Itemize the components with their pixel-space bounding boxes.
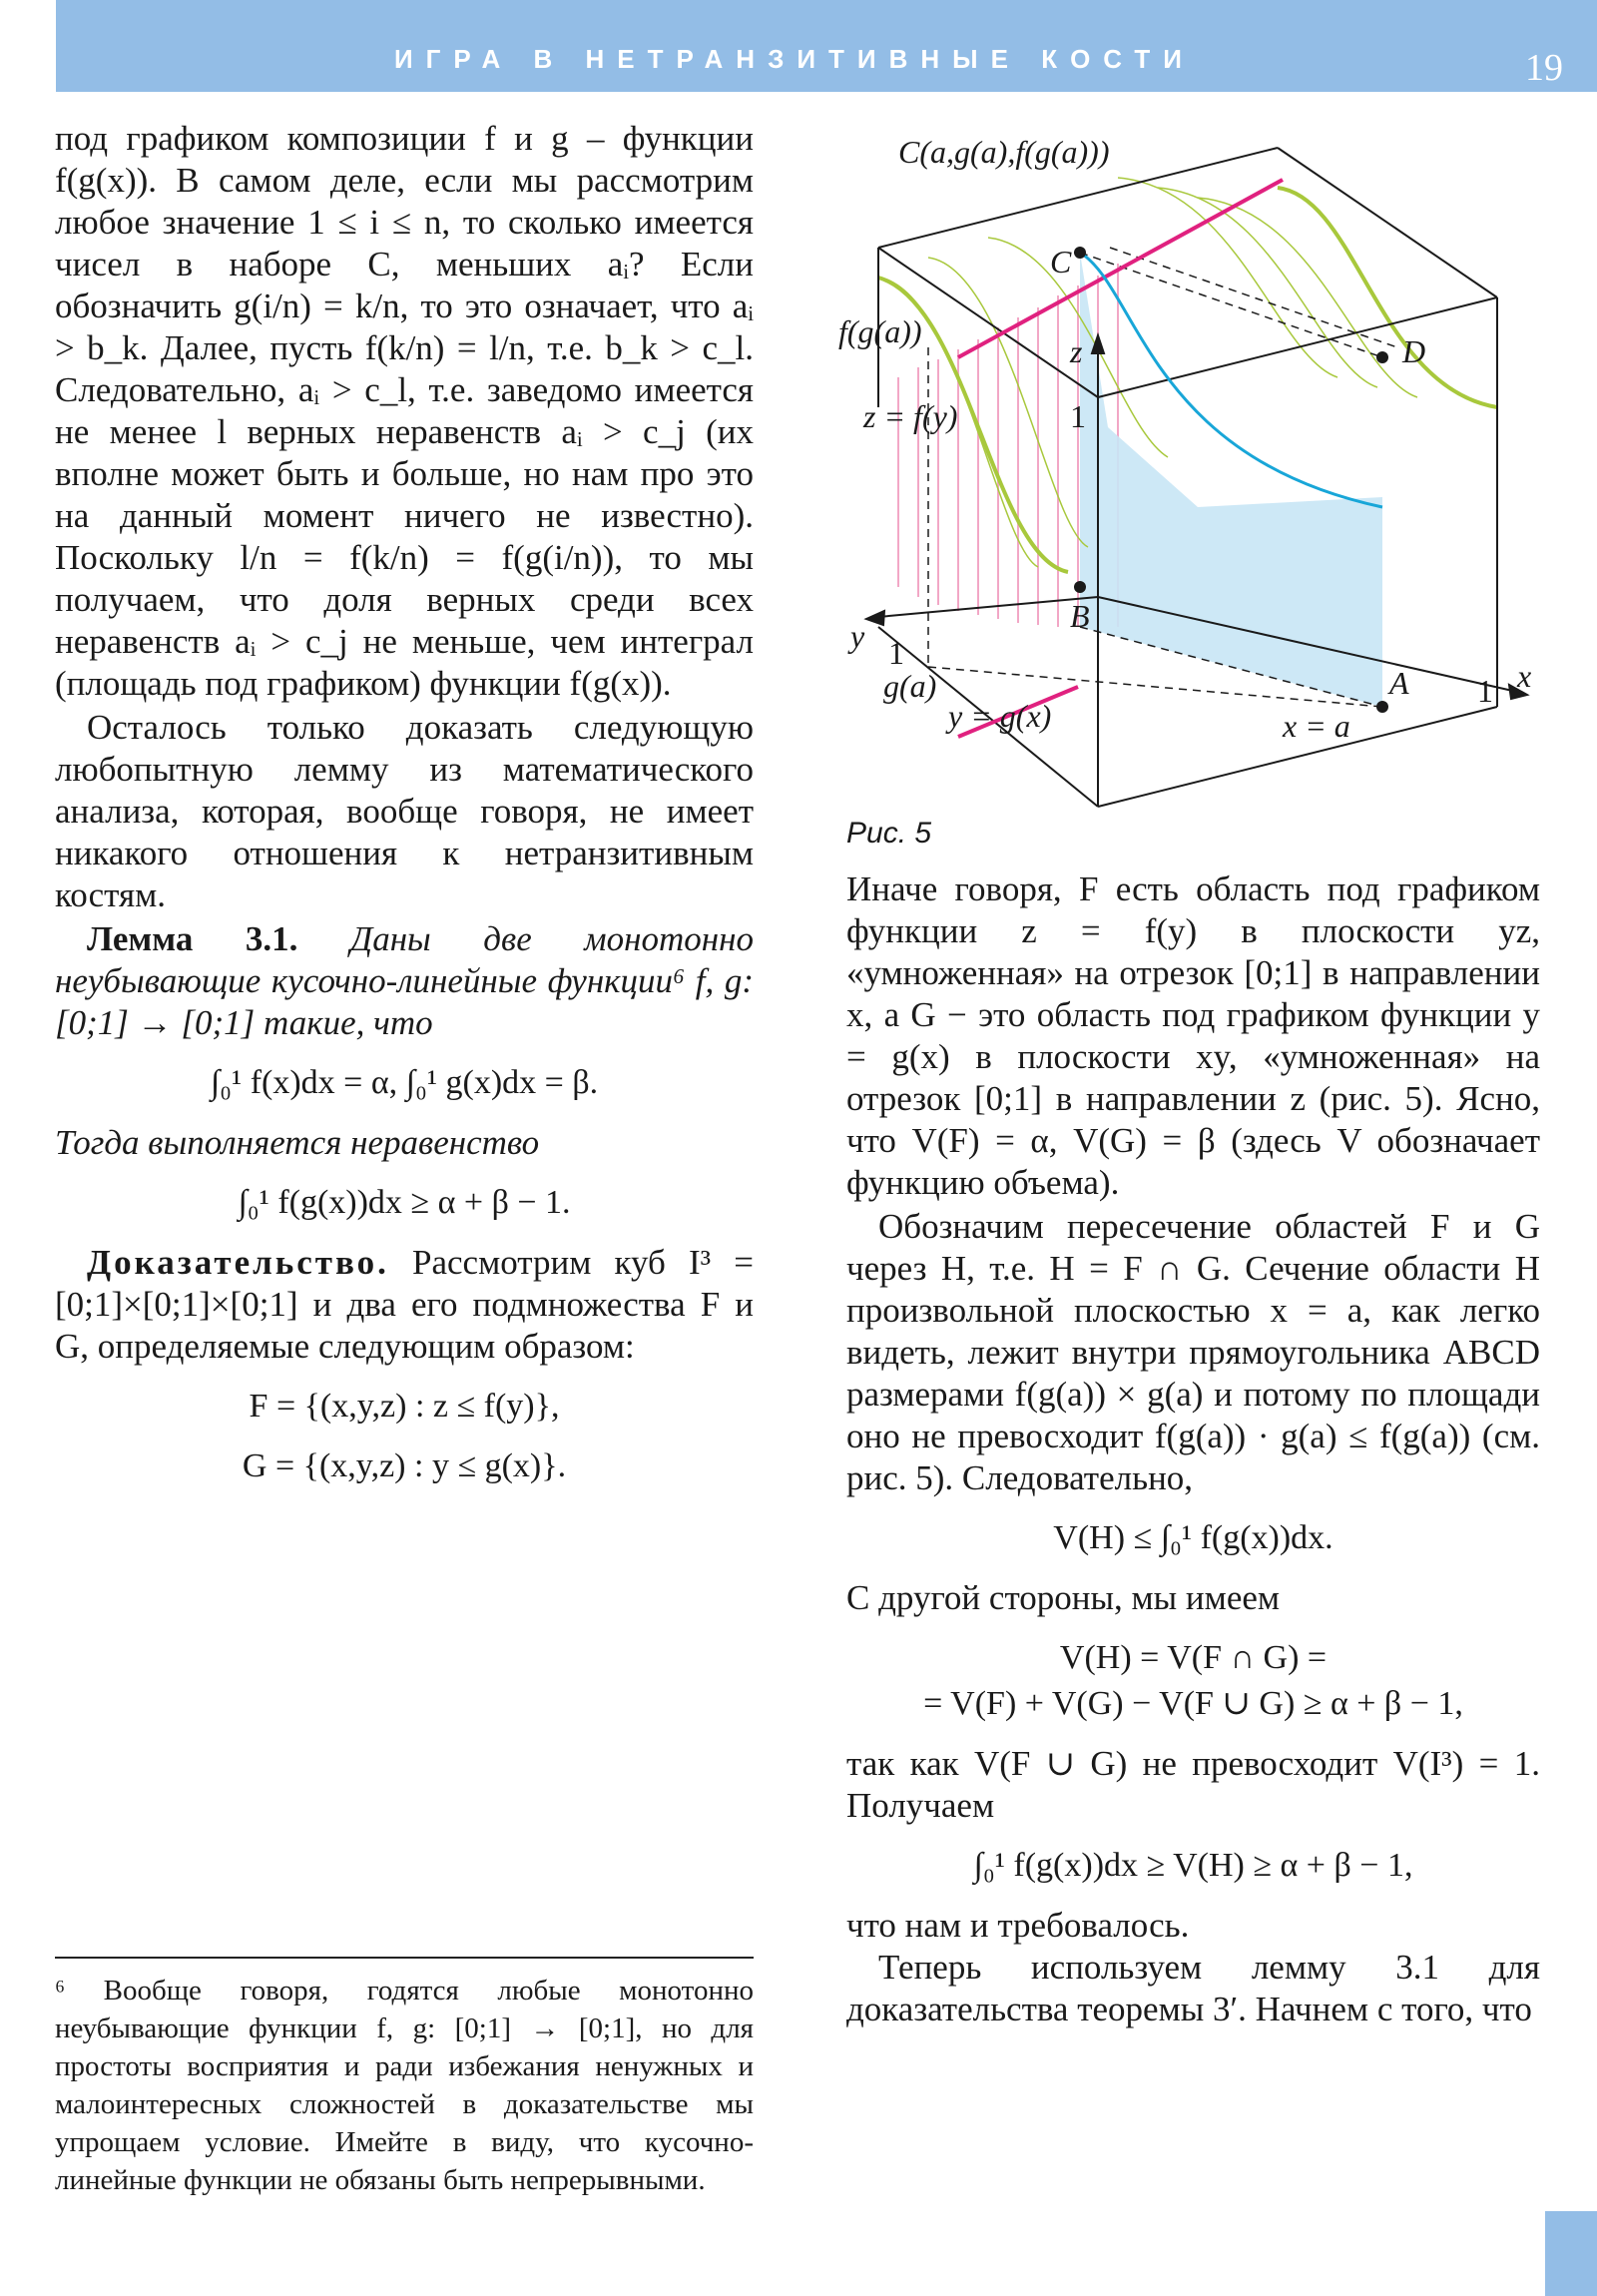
label-z-one: 1 — [1070, 398, 1086, 434]
proof-label: Доказательство. — [87, 1243, 389, 1282]
label-x-axis: x — [1517, 658, 1532, 694]
label-C-coords: C(a,g(a),f(g(a))) — [898, 134, 1110, 170]
set-F-definition: F = {(x,y,z) : z ≤ f(y)}, — [249, 1388, 560, 1425]
footnote-rule — [55, 1957, 754, 1959]
volume-equation-line-1: V(H) = V(F ∩ G) = — [1059, 1639, 1328, 1676]
figure-5-cube-diagram — [838, 128, 1537, 827]
final-inequality: ∫₀¹ f(g(x))dx ≥ V(H) ≥ α + β − 1, — [973, 1847, 1413, 1884]
label-point-A: A — [1389, 665, 1409, 701]
lemma-label: Лемма 3.1. — [87, 919, 298, 958]
proof — [55, 1242, 754, 1368]
lemma-formula: ∫₀¹ f(x)dx = α, ∫₀¹ g(x)dx = β. — [210, 1064, 599, 1101]
magenta-top-edge — [958, 180, 1283, 357]
label-point-B: B — [1070, 598, 1090, 634]
footnote: ⁶ Вообще говоря, годятся любые монотонно неубывающие функции f, g: [0;1] → [0;1], но для простоты восприятия и ради избежания ненужных и малоинтересных сложностей в доказательстве мы упрощаем условие. Имейте в виду, что кусочно-линейные функции не обязаны быть непрерывными. — [55, 1975, 754, 2196]
label-y-equals-g-x: y = g(x) — [948, 698, 1052, 734]
page-number: 19 — [1525, 47, 1563, 89]
left-paragraph-2: Осталось только доказать следующую любопытную лемму из математического анализа, которая, вообще говоря, не имеет никакого отношения к нетранзитивным костям. — [55, 708, 754, 914]
corner-decoration — [1545, 2211, 1597, 2296]
right-paragraph-1: Иначе говоря, F есть область под графиком функции z = f(y) в плоскости yz, «умноженная» на отрезок [0;1] в направлении x, а G − это область под графиком функции y = g(x) в плоскости xy, «умноженная» на отрезок [0;1] в направлении z (рис. 5). Ясно, что V(F) = α, V(G) = β (здесь V обозначает функцию объема). — [846, 869, 1540, 1202]
label-y-one: 1 — [888, 635, 904, 671]
right-paragraph-3: С другой стороны, мы имеем — [846, 1578, 1281, 1617]
lemma-inequality: ∫₀¹ f(g(x))dx ≥ α + β − 1. — [238, 1184, 571, 1221]
set-G-definition: G = {(x,y,z) : y ≤ g(x)}. — [242, 1447, 567, 1484]
running-header — [56, 0, 1597, 92]
label-f-g-a: f(g(a)) — [838, 313, 922, 349]
left-paragraph-1: под графиком композиции f и g – функции f(g(x)). В самом деле, если мы рассмотрим любое значение 1 ≤ i ≤ n, то сколько имеется чисел в наборе C, меньших aᵢ? Если обозначить g(i/n) = k/n, то это означает, что aᵢ > b_k. Далее, пусть f(k/n) = l/n, т.е. b_k > c_l. Следовательно, aᵢ > c_l, т.е. заведомо имеется не менее l верных неравенств aᵢ > c_j (их вполне может быть и больше, но нам про это на данный момент ничего не известно). Поскольку l/n = f(k/n) = f(g(i/n)), то мы получаем, что доля верных среди всех неравенств aᵢ > c_j не меньше, чем интеграл (площадь под графиком) функции f(g(x)). — [55, 119, 754, 703]
left-column — [55, 118, 754, 1505]
lemma — [55, 918, 754, 1044]
label-z-equals-f-y: z = f(y) — [863, 398, 958, 434]
figure-caption: Рис. 5 — [846, 817, 932, 850]
label-x-equals-a: x = a — [1283, 708, 1350, 744]
right-column — [846, 868, 1540, 2030]
label-point-D: D — [1402, 333, 1426, 369]
then-text: Тогда выполняется неравенство — [55, 1123, 540, 1162]
right-paragraph-2: Обозначим пересечение областей F и G через H, т.е. H = F ∩ G. Сечение области H произвольной плоскостью x = a, как легко видеть, лежит внутри прямоугольника ABCD размерами f(g(a)) × g(a) и потому по площади оно не превосходит f(g(a)) · g(a) ≤ f(g(a)) (см. рис. 5). Следовательно, — [846, 1207, 1540, 1497]
right-paragraph-6: Теперь используем лемму 3.1 для доказательства теоремы 3′. Начнем с того, что — [846, 1948, 1540, 2028]
volume-bound-formula: V(H) ≤ ∫₀¹ f(g(x))dx. — [1053, 1519, 1333, 1556]
header-title: ИГРА В НЕТРАНЗИТИВНЫЕ КОСТИ — [393, 44, 1195, 74]
volume-equation-line-2: = V(F) + V(G) − V(F ∪ G) ≥ α + β − 1, — [923, 1685, 1463, 1722]
label-y-axis: y — [850, 618, 865, 654]
right-paragraph-5: что нам и требовалось. — [846, 1906, 1190, 1945]
label-z-axis: z — [1070, 333, 1083, 369]
label-point-C: C — [1050, 244, 1072, 280]
proof-text: Рассмотрим куб I³ = [0;1]×[0;1]×[0;1] и два его подмножества F и G, определяемые следующим образом: — [55, 1243, 754, 1366]
right-paragraph-4: так как V(F ∪ G) не превосходит V(I³) = 1. Получаем — [846, 1744, 1540, 1825]
label-x-one: 1 — [1477, 673, 1493, 709]
lemma-text: Даны две монотонно неубывающие кусочно-линейные функции⁶ f, g: [0;1] → [0;1] такие, что — [55, 919, 754, 1042]
label-g-a: g(a) — [883, 668, 937, 704]
